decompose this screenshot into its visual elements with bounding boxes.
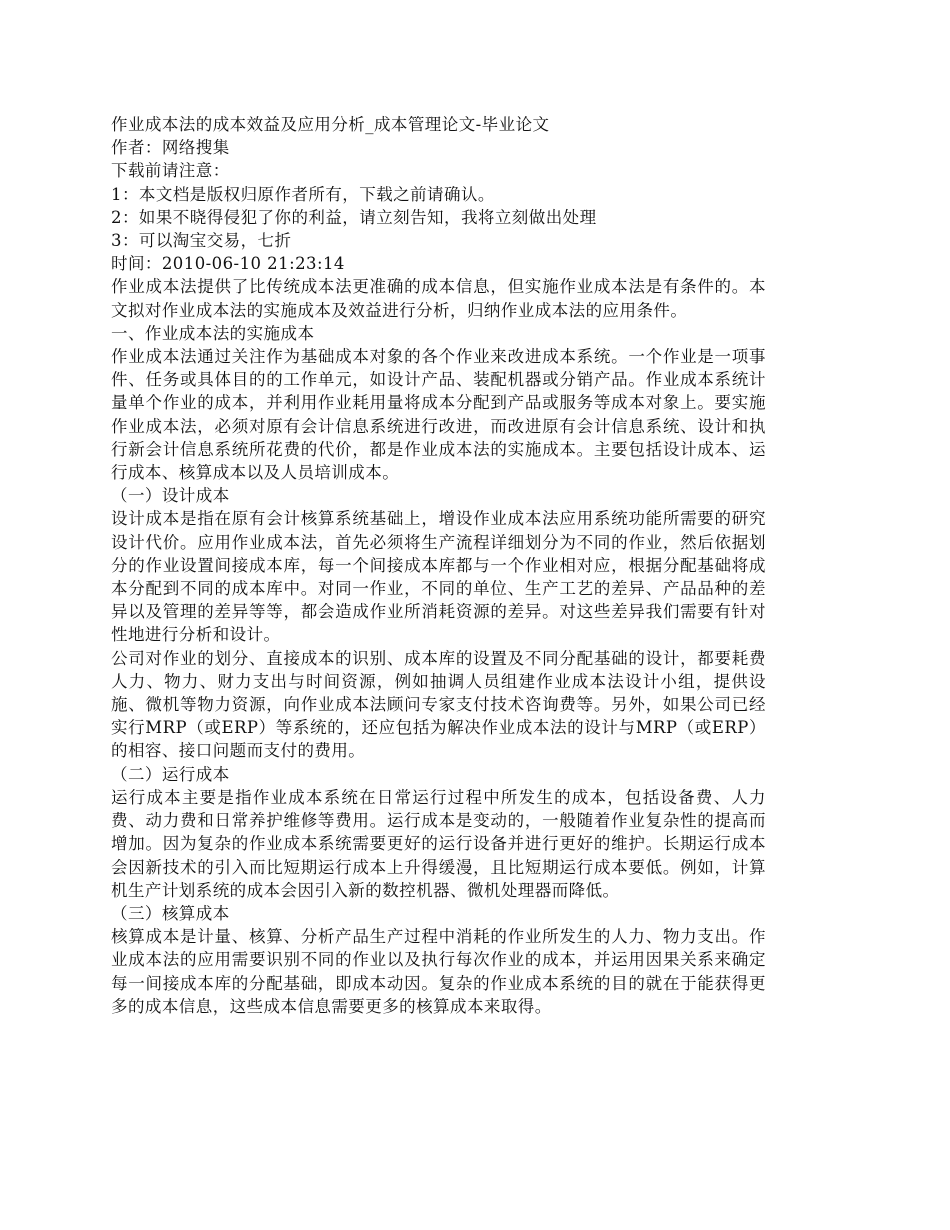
document-title: 作业成本法的成本效益及应用分析_成本管理论文-毕业论文 — [111, 115, 550, 134]
notice-item: 2：如果不晓得侵犯了你的利益，请立刻告知，我将立刻做出处理 — [111, 207, 597, 227]
section-heading: 一、作业成本法的实施成本 — [111, 323, 315, 343]
subsection-heading: （一）设计成本 — [111, 486, 230, 506]
section-paragraph: 作业成本法通过关注作为基础成本对象的各个作业来改进成本系统。一个作业是一项事件、任务或具体目的的工作单元，如设计产品、装配机器或分销产品。作业成本系统计量单个作业的成本，并利用作业耗用量将成本分配到产品或服务等成本对象上。要实施作业成本法，必须对原有会计信息系统进行改进，而改进原有会计信息系统、设计和执行新会计信息系统所花费的代价，都是作业成本法的实施成本。主要包括设计成本、运行成本、核算成本以及人员培训成本。 — [111, 347, 766, 483]
author-line: 作者：网络搜集 — [111, 138, 230, 158]
section-paragraph: 公司对作业的划分、直接成本的识别、成本库的设置及不同分配基础的设计，都要耗费人力、物力、财力支出与时间资源，例如抽调人员组建作业成本法设计小组，提供设施、微机等物力资源，向作业成本法顾问专家支付技术咨询费等。另外，如果公司已经实行MRP（或ERP）等系统的，还应包括为解决作业成本法的设计与MRP（或ERP）的相容、接口问题而支付的费用。 — [111, 648, 766, 761]
section-paragraph: 运行成本主要是指作业成本系统在日常运行过程中所发生的成本，包括设备费、人力费、动力费和日常养护维修等费用。运行成本是变动的，一般随着作业复杂性的提高而增加。因为复杂的作业成本系统需要更好的运行设备并进行更好的维护。长期运行成本会因新技术的引入而比短期运行成本上升得缓漫，且比短期运行成本要低。例如，计算机生产计划系统的成本会因引入新的数控机器、微机处理器而降低。 — [111, 787, 766, 900]
document-body — [111, 113, 766, 1018]
section-paragraph: 核算成本是计量、核算、分析产品生产过程中消耗的作业所发生的人力、物力支出。作业成本法的应用需要识别不同的作业以及执行每次作业的成本，并运用因果关系来确定每一间接成本库的分配基础，即成本动因。复杂的作业成本系统的目的就在于能获得更多的成本信息，这些成本信息需要更多的核算成本来取得。 — [111, 927, 766, 1016]
intro-paragraph: 作业成本法提供了比传统成本法更准确的成本信息，但实施作业成本法是有条件的。本文拟对作业成本法的实施成本及效益进行分析，归纳作业成本法的应用条件。 — [111, 277, 766, 320]
notice-item: 3：可以淘宝交易，七折 — [111, 231, 292, 251]
section-paragraph: 设计成本是指在原有会计核算系统基础上，增设作业成本法应用系统功能所需要的研究设计代价。应用作业成本法，首先必须将生产流程详细划分为不同的作业，然后依据划分的作业设置间接成本库，每一个间接成本库都与一个作业相对应，根据分配基础将成本分配到不同的成本库中。对同一作业，不同的单位、生产工艺的差异、产品品种的差异以及管理的差异等等，都会造成作业所消耗资源的差异。对这些差异我们需要有针对性地进行分析和设计。 — [111, 509, 766, 645]
notice-item: 1：本文档是版权归原作者所有，下载之前请确认。 — [111, 184, 495, 204]
subsection-heading: （三）核算成本 — [111, 903, 230, 923]
subsection-heading: （二）运行成本 — [111, 764, 230, 784]
timestamp-line: 时间：2010-06-10 21:23:14 — [111, 254, 345, 274]
notice-heading: 下载前请注意： — [111, 161, 230, 181]
